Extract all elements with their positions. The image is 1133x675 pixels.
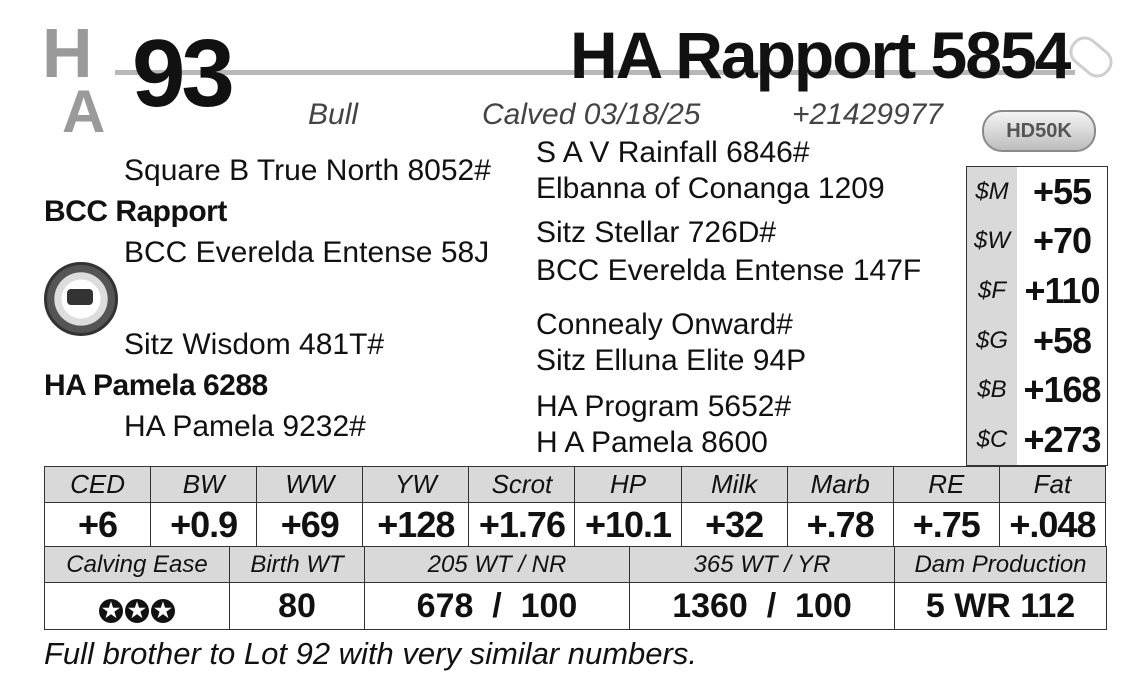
epd-value-milk: +32 bbox=[681, 503, 787, 548]
logo-letter-h: H bbox=[42, 14, 93, 92]
logo-letter-a: A bbox=[62, 78, 106, 145]
sire-dam: BCC Everelda Entense 58J bbox=[124, 236, 490, 269]
dollar-label: $G bbox=[967, 316, 1017, 366]
epd-value-hp: +10.1 bbox=[575, 503, 681, 548]
dollar-value: +168 bbox=[1023, 369, 1101, 411]
header-205-wt: 205 WT / NR bbox=[365, 547, 630, 583]
pedigree-right-1: S A V Rainfall 6846# bbox=[536, 136, 810, 169]
epd-header-bw: BW bbox=[151, 467, 257, 503]
registration-number: +21429977 bbox=[792, 98, 943, 131]
epd-value-ww: +69 bbox=[257, 503, 363, 548]
animal-name: HA Rapport 5854 bbox=[570, 18, 1070, 92]
calving-ease-stars bbox=[45, 583, 230, 630]
certification-seal-icon bbox=[44, 262, 118, 336]
rope-end-icon bbox=[1064, 31, 1119, 84]
epd-value-fat: +.048 bbox=[999, 503, 1105, 548]
star-icon: ★ bbox=[151, 599, 175, 623]
performance-header-row bbox=[45, 547, 1107, 583]
birth-wt-value: 80 bbox=[230, 583, 365, 630]
pedigree-right-2: Elbanna of Conanga 1209 bbox=[536, 172, 885, 205]
epd-value-bw: +0.9 bbox=[151, 503, 257, 548]
header-dam-production: Dam Production bbox=[895, 547, 1107, 583]
performance-table bbox=[44, 546, 1107, 630]
pedigree-right-8: H A Pamela 8600 bbox=[536, 426, 768, 459]
epd-header-yw: YW bbox=[363, 467, 469, 503]
dam: HA Pamela 6288 bbox=[44, 369, 268, 402]
dollar-label: $M bbox=[967, 167, 1017, 217]
sex-label: Bull bbox=[308, 98, 359, 131]
dollar-label: $C bbox=[967, 415, 1017, 465]
epd-value-row bbox=[45, 503, 1106, 548]
performance-value-row bbox=[45, 583, 1107, 630]
calved-date: Calved 03/18/25 bbox=[482, 98, 701, 131]
header-birth-wt: Birth WT bbox=[230, 547, 365, 583]
pedigree-right-6: Sitz Elluna Elite 94P bbox=[536, 344, 807, 377]
dollar-row-w bbox=[967, 217, 1107, 267]
dollar-value: +58 bbox=[1032, 319, 1092, 361]
sire: BCC Rapport bbox=[44, 195, 227, 228]
dollar-label: $W bbox=[967, 217, 1017, 267]
dollar-value: +110 bbox=[1024, 269, 1100, 311]
pedigree-right-5: Connealy Onward# bbox=[536, 308, 793, 341]
dollar-row-f bbox=[967, 266, 1107, 316]
footnote: Full brother to Lot 92 with very similar numbers. bbox=[44, 636, 697, 671]
star-icon: ★ bbox=[99, 599, 123, 623]
star-icon: ★ bbox=[125, 599, 149, 623]
dam-dam: HA Pamela 9232# bbox=[124, 410, 366, 443]
wt365-value: 1360 / 100 bbox=[630, 583, 895, 630]
dam-sire: Sitz Wisdom 481T# bbox=[124, 328, 385, 361]
dollar-value: +273 bbox=[1023, 418, 1101, 460]
epd-header-row bbox=[45, 467, 1106, 503]
epd-header-ced: CED bbox=[45, 467, 151, 503]
pedigree-right-4: BCC Everelda Entense 147F bbox=[536, 254, 922, 287]
wt205-value: 678 / 100 bbox=[365, 583, 630, 630]
epd-value-marb: +.78 bbox=[787, 503, 893, 548]
epd-value-scrot: +1.76 bbox=[469, 503, 575, 548]
dollar-index-box bbox=[966, 166, 1108, 466]
epd-header-ww: WW bbox=[257, 467, 363, 503]
epd-table bbox=[44, 466, 1106, 548]
dollar-row-c bbox=[967, 415, 1107, 465]
epd-header-fat: Fat bbox=[999, 467, 1105, 503]
dollar-value: +55 bbox=[1032, 170, 1092, 212]
pedigree-right-7: HA Program 5652# bbox=[536, 390, 792, 423]
dam-production-value: 5 WR 112 bbox=[895, 583, 1107, 630]
epd-header-marb: Marb bbox=[787, 467, 893, 503]
lot-number: 93 bbox=[132, 20, 231, 127]
dollar-label: $F bbox=[967, 266, 1017, 316]
dollar-row-g bbox=[967, 316, 1107, 366]
epd-header-hp: HP bbox=[575, 467, 681, 503]
epd-header-milk: Milk bbox=[681, 467, 787, 503]
header-365-wt: 365 WT / YR bbox=[630, 547, 895, 583]
epd-value-ced: +6 bbox=[45, 503, 151, 548]
epd-value-yw: +128 bbox=[363, 503, 469, 548]
dollar-row-b bbox=[967, 365, 1107, 415]
epd-value-re: +.75 bbox=[893, 503, 999, 548]
dollar-value: +70 bbox=[1032, 220, 1092, 262]
epd-header-re: RE bbox=[893, 467, 999, 503]
epd-header-scrot: Scrot bbox=[469, 467, 575, 503]
dollar-label: $B bbox=[967, 365, 1017, 415]
sire-sire: Square B True North 8052# bbox=[124, 154, 491, 187]
pedigree-right-3: Sitz Stellar 726D# bbox=[536, 216, 777, 249]
hd50k-badge: HD50K bbox=[982, 110, 1096, 152]
header-calving-ease: Calving Ease bbox=[45, 547, 230, 583]
dollar-row-m bbox=[967, 167, 1107, 217]
